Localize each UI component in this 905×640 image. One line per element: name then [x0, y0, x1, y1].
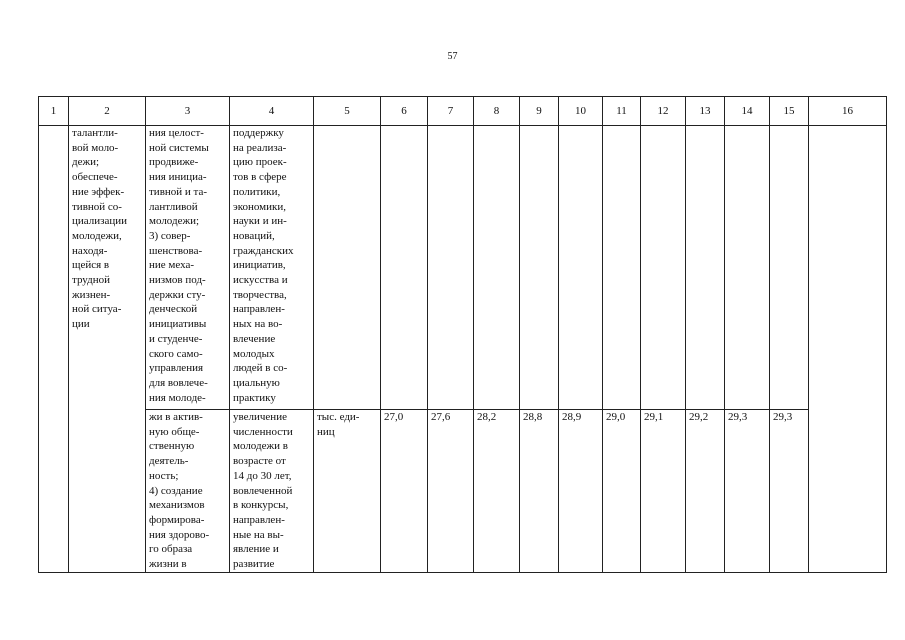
header-cell: 3	[146, 97, 230, 126]
text-line: молодежи,	[72, 229, 122, 242]
text-line: дежи;	[72, 156, 100, 169]
text-line: лантливой	[149, 200, 198, 213]
text-line: инициатив,	[233, 259, 286, 272]
text-line: цию проек-	[233, 156, 287, 169]
indicator-table	[38, 96, 887, 573]
text-line: ского само-	[149, 347, 203, 360]
header-cell: 15	[770, 97, 809, 126]
text-line: экономики,	[233, 200, 287, 213]
text-line: в конкурсы,	[233, 499, 289, 512]
text-line: вовлеченной	[233, 484, 293, 497]
cell-indicator-text	[230, 410, 314, 573]
text-line: тов в сфере	[233, 171, 287, 184]
text-line: ных на во-	[233, 318, 283, 331]
header-cell: 11	[603, 97, 641, 126]
text-line: людей в со-	[233, 362, 288, 375]
header-cell: 4	[230, 97, 314, 126]
cell-value: 29,0	[603, 410, 641, 573]
text-line: низмов под-	[149, 274, 206, 287]
text-line: 14 до 30 лет,	[233, 469, 292, 482]
text-line: жи в актив-	[149, 411, 203, 423]
text-line: находя-	[72, 244, 108, 257]
text-line: го образа	[149, 543, 193, 556]
text-line: возрасте от	[233, 455, 286, 468]
header-cell: 7	[428, 97, 474, 126]
text-line: ние меха-	[149, 259, 195, 272]
cell-task-text	[146, 410, 230, 573]
text-line: тыс. еди-	[317, 411, 360, 423]
cell-empty	[39, 126, 69, 573]
cell-value: 29,3	[770, 410, 809, 573]
cell-empty	[641, 126, 686, 410]
cell-empty	[474, 126, 520, 410]
text-line: развитие	[233, 558, 275, 571]
text-line: управления	[149, 362, 204, 375]
cell-goal-text	[69, 126, 146, 573]
text-line: вой моло-	[72, 141, 119, 154]
text-line: ной системы	[149, 141, 209, 154]
text-line: искусства и	[233, 274, 288, 287]
text-line: ной ситуа-	[72, 303, 122, 316]
table-row	[39, 126, 887, 410]
text-line: ния целост-	[149, 127, 204, 139]
cell-value: 29,3	[725, 410, 770, 573]
text-line: механизмов	[149, 499, 205, 512]
text-line: творчества,	[233, 288, 287, 301]
header-cell: 10	[559, 97, 603, 126]
cell-value: 27,6	[428, 410, 474, 573]
text-line: деятель-	[149, 455, 189, 468]
text-line: циализации	[72, 215, 128, 228]
text-line: науки и ин-	[233, 215, 287, 228]
text-line: явление и	[233, 543, 279, 556]
text-line: ную обще-	[149, 425, 200, 438]
text-line: тивной со-	[72, 200, 122, 213]
text-line: направлен-	[233, 303, 285, 316]
header-cell: 8	[474, 97, 520, 126]
table-row	[39, 410, 887, 573]
text-line: численности	[233, 425, 293, 438]
cell-empty	[559, 126, 603, 410]
header-cell: 16	[809, 97, 887, 126]
text-line: жизни в	[149, 558, 187, 571]
text-line: на реализа-	[233, 141, 287, 154]
text-line: влечение	[233, 332, 276, 345]
header-cell: 6	[381, 97, 428, 126]
cell-value: 29,2	[686, 410, 725, 573]
text-line: молодежи в	[233, 440, 288, 453]
text-line: для вовлече-	[149, 376, 208, 389]
text-line: увеличение	[233, 411, 287, 423]
cell-value: 28,9	[559, 410, 603, 573]
text-line: поддержку	[233, 127, 284, 139]
cell-empty	[770, 126, 809, 410]
text-line: молодежи;	[149, 215, 200, 228]
text-line: ции	[72, 318, 90, 331]
text-line: щейся в	[72, 259, 110, 272]
cell-value: 28,2	[474, 410, 520, 573]
text-line: формирова-	[149, 513, 205, 526]
cell-empty	[686, 126, 725, 410]
cell-task-text	[146, 126, 230, 410]
text-line: ниц	[317, 425, 335, 438]
header-cell: 1	[39, 97, 69, 126]
text-line: тивной и та-	[149, 185, 208, 198]
text-line: шенствова-	[149, 244, 203, 257]
text-line: направлен-	[233, 513, 285, 526]
header-cell: 14	[725, 97, 770, 126]
text-line: обеспече-	[72, 171, 118, 184]
text-line: держки сту-	[149, 288, 206, 301]
header-cell: 12	[641, 97, 686, 126]
text-line: инициативы	[149, 318, 207, 331]
header-cell: 13	[686, 97, 725, 126]
cell-empty	[725, 126, 770, 410]
text-line: денческой	[149, 303, 198, 316]
text-line: ния здорово-	[149, 528, 210, 541]
text-line: трудной	[72, 274, 110, 287]
text-line: ния молоде-	[149, 391, 206, 404]
cell-value: 28,8	[520, 410, 559, 573]
cell-value: 29,1	[641, 410, 686, 573]
text-line: 3) совер-	[149, 229, 191, 242]
cell-unit	[314, 410, 381, 573]
page-number: 57	[447, 51, 458, 62]
text-line: новаций,	[233, 229, 275, 242]
text-line: ные на вы-	[233, 528, 284, 541]
text-line: ность;	[149, 469, 179, 482]
cell-indicator-text	[230, 126, 314, 410]
text-line: 4) создание	[149, 484, 203, 497]
text-line: гражданских	[233, 244, 294, 257]
text-line: и студенче-	[149, 332, 203, 345]
text-line: молодых	[233, 347, 275, 360]
header-row	[39, 97, 887, 126]
header-cell: 2	[69, 97, 146, 126]
cell-empty	[428, 126, 474, 410]
text-line: ственную	[149, 440, 195, 453]
text-line: талантли-	[72, 127, 118, 139]
cell-empty	[520, 126, 559, 410]
header-cell: 5	[314, 97, 381, 126]
cell-empty	[809, 126, 887, 573]
text-line: ние эффек-	[72, 185, 125, 198]
cell-empty	[381, 126, 428, 410]
text-line: циальную	[233, 376, 280, 389]
cell-value: 27,0	[381, 410, 428, 573]
text-line: ния инициа-	[149, 171, 207, 184]
header-cell: 9	[520, 97, 559, 126]
text-line: политики,	[233, 185, 281, 198]
cell-empty	[603, 126, 641, 410]
text-line: продвиже-	[149, 156, 199, 169]
text-line: практику	[233, 391, 276, 404]
text-line: жизнен-	[72, 288, 111, 301]
cell-empty	[314, 126, 381, 410]
